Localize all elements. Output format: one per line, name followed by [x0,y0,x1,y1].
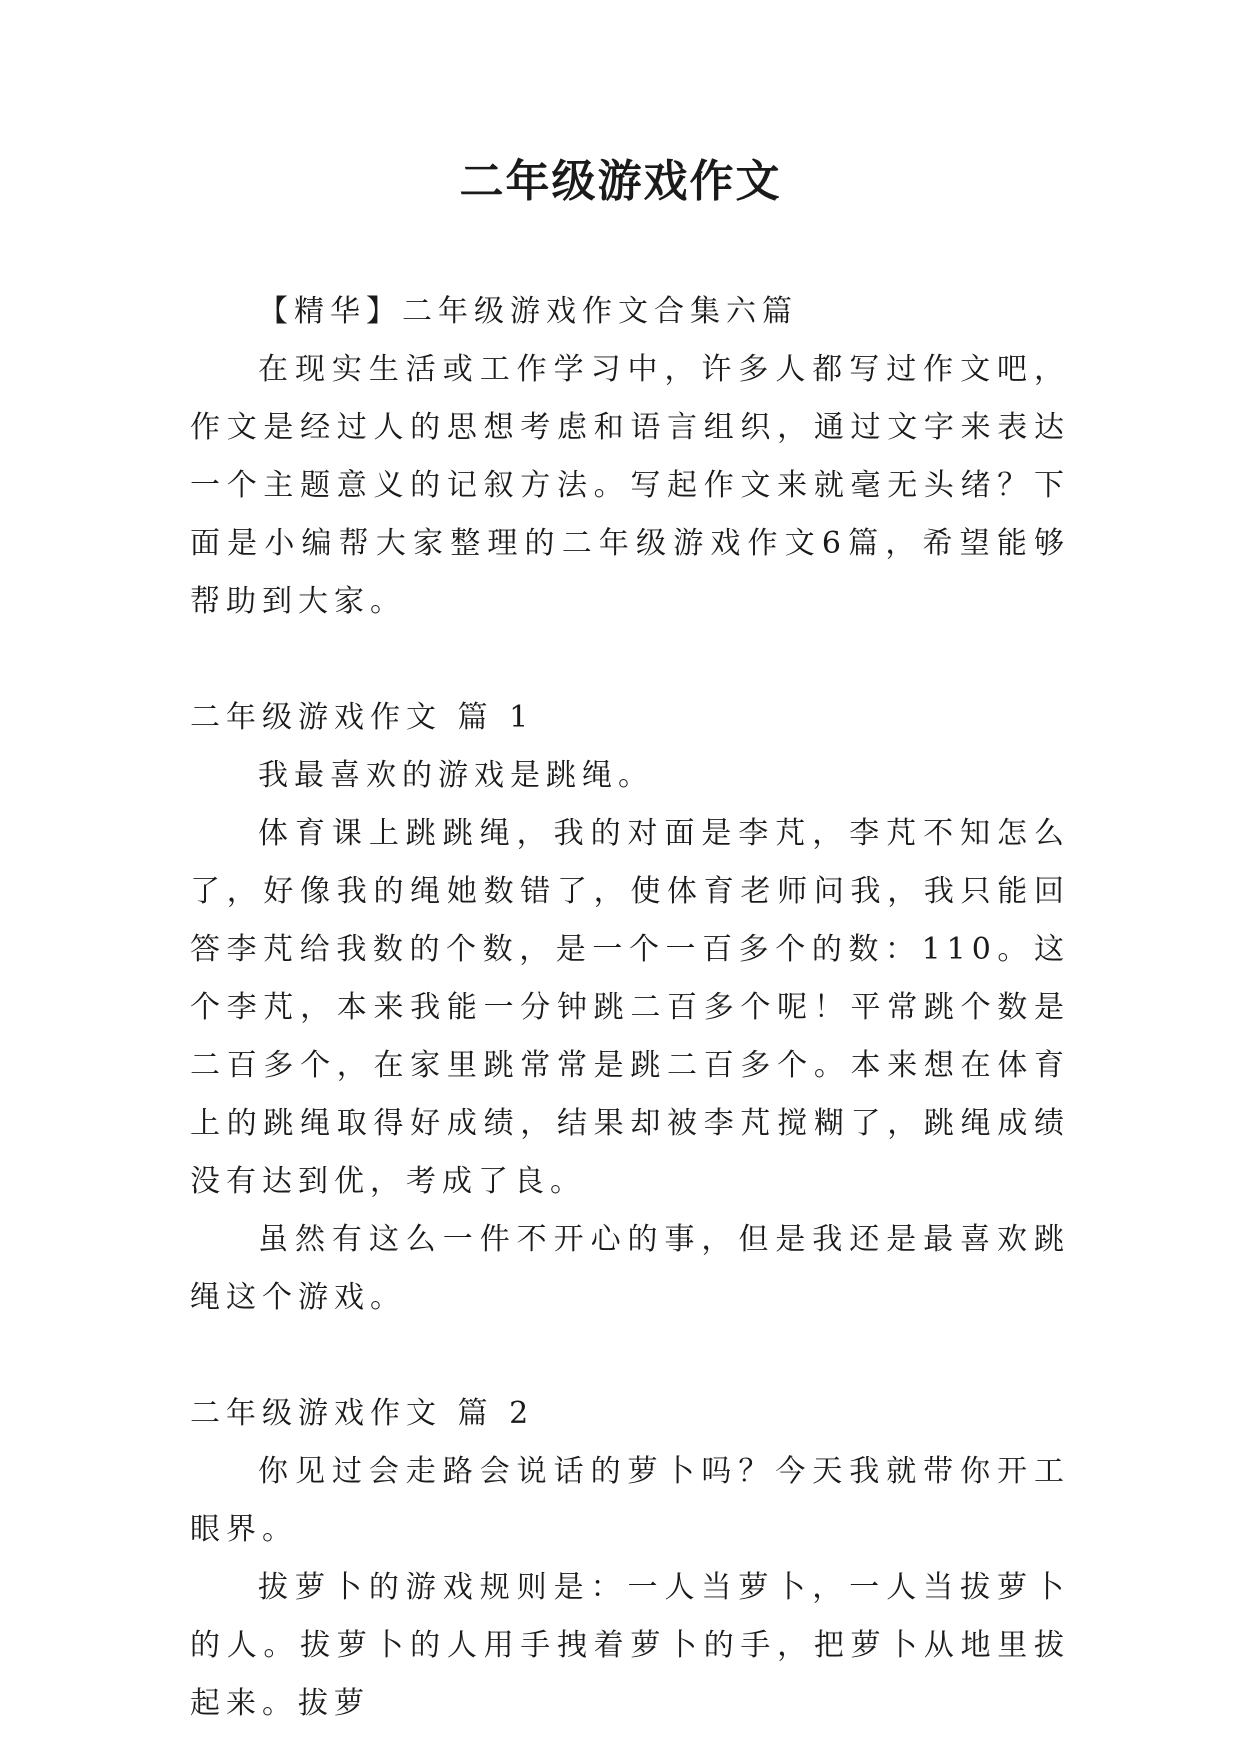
intro-subtitle: 【精华】二年级游戏作文合集六篇 [258,294,798,329]
document-title: 二年级游戏作文 [459,156,782,207]
document-body [190,283,1070,1733]
section-2-paragraph-1: 你见过会走路会说话的萝卜吗？今天我就带你开工眼界。 [190,1454,1070,1547]
intro-paragraph: 在现实生活或工作学习中，许多人都写过作文吧，作文是经过人的思想考虑和语言组织，通过文字来表达一个主题意义的记叙方法。写起作文来就毫无头绪？下面是小编帮大家整理的二年级游戏作文6篇，希望能够帮助到大家。 [190,352,1070,619]
section-1-paragraph-2: 体育课上跳跳绳，我的对面是李芃，李芃不知怎么了，好像我的绳她数错了，使体育老师问我，我只能回答李芃给我数的个数，是一个一百多个的数：110。这个李芃，本来我能一分钟跳二百多个呢！平常跳个数是二百多个，在家里跳常常是跳二百多个。本来想在体育上的跳绳取得好成绩，结果却被李芃搅糊了，跳绳成绩没有达到优，考成了良。 [190,816,1070,1199]
section-2-paragraph-2: 拔萝卜的游戏规则是：一人当萝卜，一人当拔萝卜的人。拔萝卜的人用手拽着萝卜的手，把萝卜从地里拔起来。拔萝 [190,1570,1070,1721]
section-1-paragraph-1: 我最喜欢的游戏是跳绳。 [258,758,654,793]
section-1-heading: 二年级游戏作文 篇 1 [190,700,535,735]
section-1-paragraph-3: 虽然有这么一件不开心的事，但是我还是最喜欢跳绳这个游戏。 [190,1222,1070,1315]
section-2-heading: 二年级游戏作文 篇 2 [190,1396,535,1431]
